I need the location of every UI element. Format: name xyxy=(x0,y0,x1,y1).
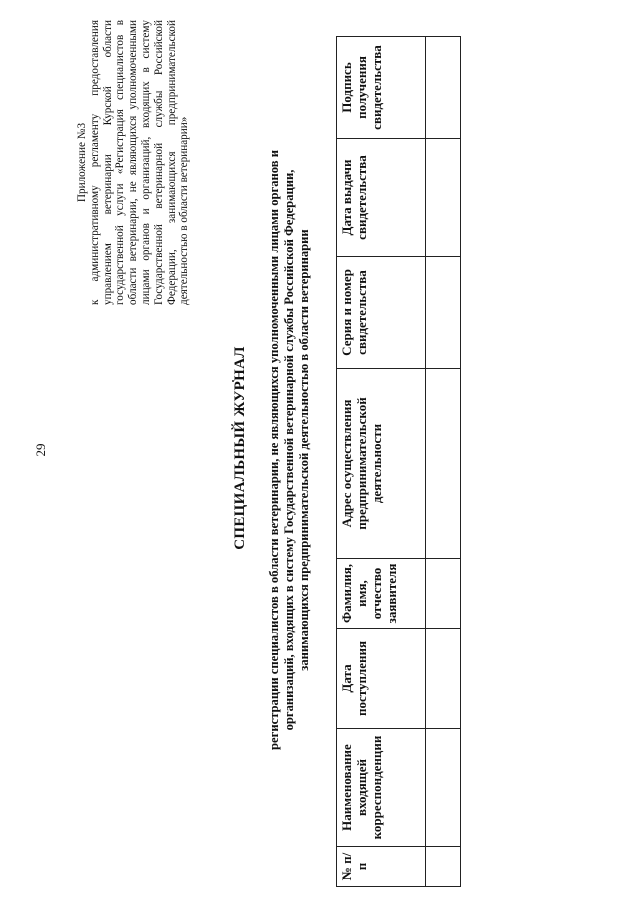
table-cell xyxy=(426,629,461,729)
table-cell xyxy=(426,729,461,847)
journal-subtitle: регистрации специалистов в области ветеринарии, не являющихся уполномоченными лицами органов и организаций, входящих в систему Государственной ветеринарной службы Российской Федерации, занимающихся предпринимательской деятельностью в области ветеринарии xyxy=(267,150,311,750)
appendix-block xyxy=(76,20,191,305)
header-certificate-number: Серия и номер свидетельства xyxy=(337,257,426,369)
journal-title: СПЕЦИАЛЬНЫЙ ЖУРНАЛ xyxy=(232,346,248,550)
header-signature: Подпись получения свидетельства xyxy=(337,37,426,139)
table-cell xyxy=(426,369,461,559)
table-cell xyxy=(426,37,461,139)
appendix-title: Приложение №3 xyxy=(76,122,88,203)
table-row xyxy=(426,37,461,887)
header-number: № п/п xyxy=(337,847,426,887)
page-number: 29 xyxy=(33,443,48,457)
registry-table xyxy=(336,36,461,887)
header-correspondence: Наименование входящей корреспонденции xyxy=(337,729,426,847)
header-business-address: Адрес осуществления предпринимательской деятельности xyxy=(337,369,426,559)
appendix-text: к административному регламенту предоставления управлением ветеринарии Курской области государственной услуги «Регистрация специалистов в области ветеринарии, не являющихся уполномоченными лицами органов и организаций, входящих в систему Государственной ветеринарной службы Российской Федерации, занимающихся предпринимательской деятельностью в области ветеринарии» xyxy=(88,20,191,305)
table-cell xyxy=(426,847,461,887)
table-cell xyxy=(426,559,461,629)
header-issue-date: Дата выдачи свидетельства xyxy=(337,139,426,257)
header-applicant-name: Фамилия, имя, отчество заявителя xyxy=(337,559,426,629)
table-header-row xyxy=(337,37,426,887)
table-cell xyxy=(426,139,461,257)
header-receipt-date: Дата поступления xyxy=(337,629,426,729)
table-cell xyxy=(426,257,461,369)
